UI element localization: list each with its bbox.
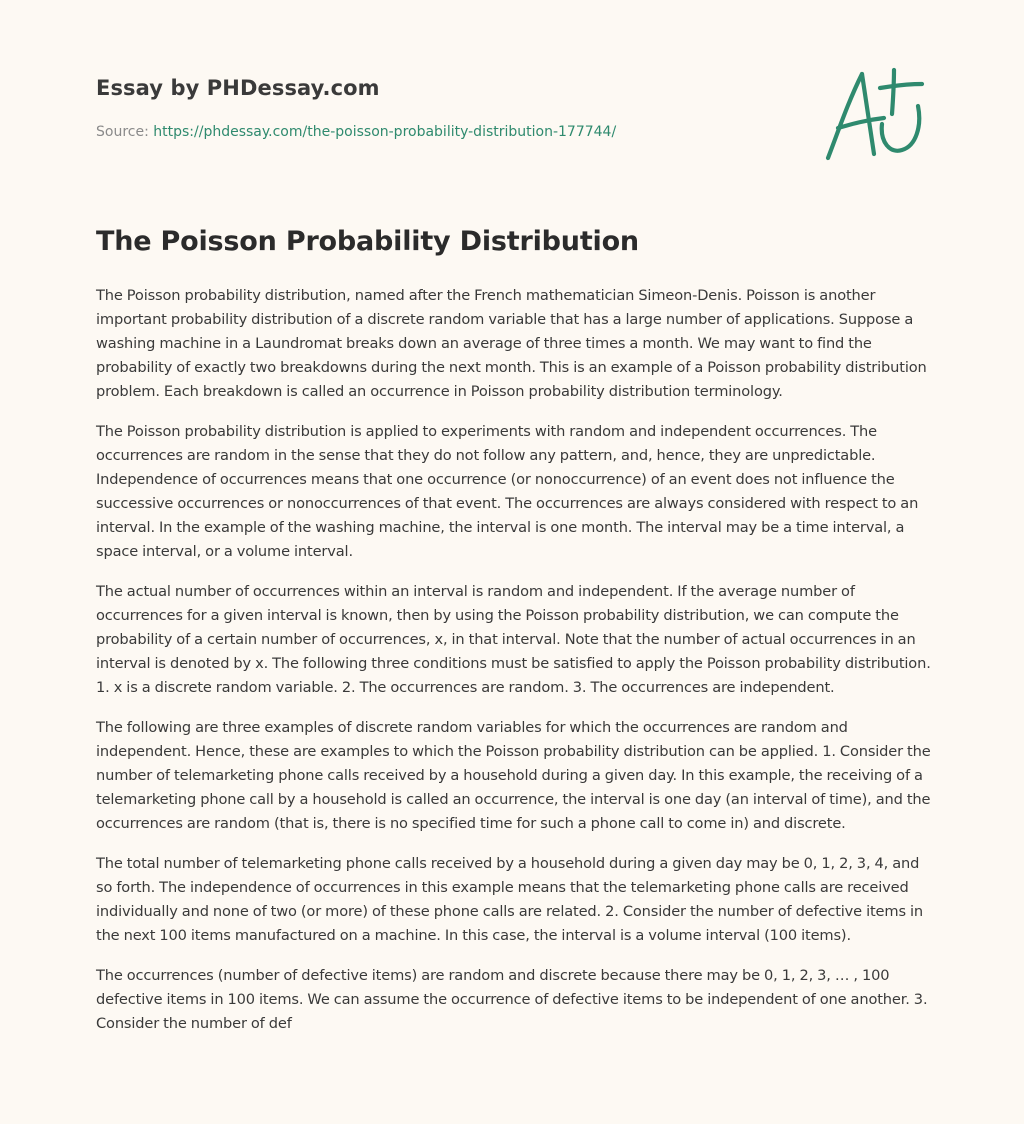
- article-body: [96, 284, 934, 1052]
- source-line: [96, 124, 616, 140]
- source-link[interactable]: https://phdessay.com/the-poisson-probability-distribution-177744/: [153, 124, 617, 140]
- paragraph: The actual number of occurrences within an interval is random and independent. If the average number of occurrences for a given interval is known, then by using the Poisson probability distribution, we can compute the probability of a certain number of occurrences, x, in that interval. Note that the number of actual occurrences in an interval is denoted by x. The following three conditions must be satisfied to apply the Poisson probability distribution. 1. x is a discrete random variable. 2. The occurrences are random. 3. The occurrences are independent.: [96, 583, 931, 696]
- paragraph: The following are three examples of discrete random variables for which the occurrences are random and independent. Hence, these are examples to which the Poisson probability distribution can be applied. 1. Consider the number of telemarketing phone calls received by a household during a given day. In this example, the receiving of a telemarketing phone call by a household is called an occurrence, the interval is one day (an interval of time), and the occurrences are random (that is, there is no specified time for such a phone call to come in) and discrete.: [96, 719, 931, 832]
- paragraph: The total number of telemarketing phone calls received by a household during a given day may be 0, 1, 2, 3, 4, and so forth. The independence of occurrences in this example means that the telemarketing phone calls are received individually and none of two (or more) of these phone calls are related. 2. Consider the number of defective items in the next 100 items manufactured on a machine. In this case, the interval is a volume interval (100 items).: [96, 855, 924, 944]
- article-title: The Poisson Probability Distribution: [96, 226, 639, 257]
- source-label: Source:: [96, 124, 154, 140]
- paragraph: The Poisson probability distribution is applied to experiments with random and independent occurrences. The occurrences are random in the sense that they do not follow any pattern, and, hence, they are unpredictable. Independence of occurrences means that one occurrence (or nonoccurrence) of an event does not influence the successive occurrences or nonoccurrences of that event. The occurrences are always considered with respect to an interval. In the example of the washing machine, the interval is one month. The interval may be a time interval, a space interval, or a volume interval.: [96, 423, 919, 560]
- paragraph: The Poisson probability distribution, named after the French mathematician Simeon-Denis. Poisson is another important probability distribution of a discrete random variable that has a large number of applications. Suppose a washing machine in a Laundromat breaks down an average of three times a month. We may want to find the probability of exactly two breakdowns during the next month. This is an example of a Poisson probability distribution problem. Each breakdown is called an occurrence in Poisson probability distribution terminology.: [96, 287, 927, 400]
- a-plus-logo-icon: [818, 62, 930, 166]
- paragraph: The occurrences (number of defective items) are random and discrete because there may be 0, 1, 2, 3, … , 100 defective items in 100 items. We can assume the occurrence of defective items to be independent of one another. 3. Consider the number of def: [96, 967, 928, 1032]
- site-brand: Essay by PHDessay.com: [96, 76, 380, 100]
